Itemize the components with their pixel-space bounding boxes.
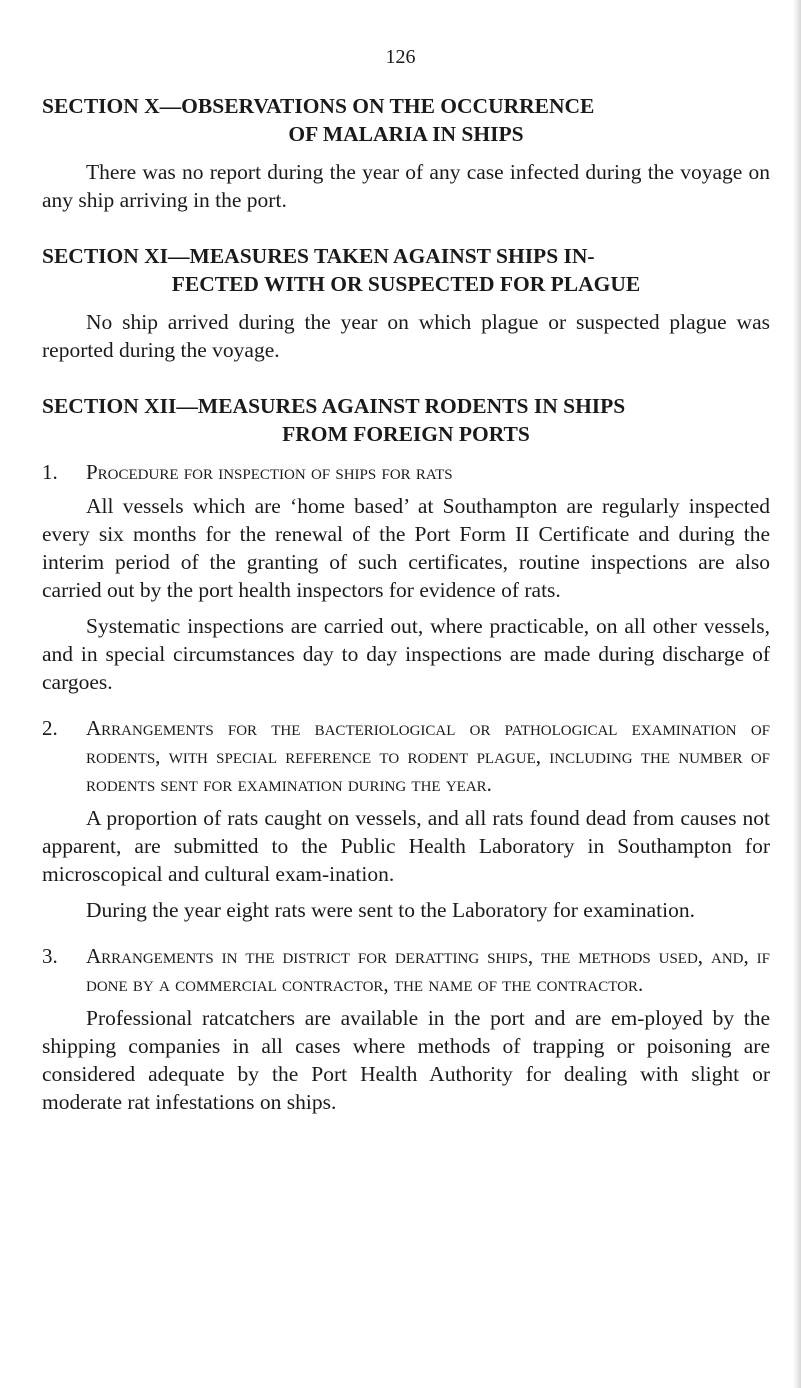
document-body	[42, 92, 770, 1116]
section-x-heading-line1: SECTION X—OBSERVATIONS ON THE OCCURRENCE	[42, 94, 595, 118]
section-xi	[42, 242, 770, 364]
section-xii	[42, 392, 770, 1116]
section-xi-heading-line2: FECTED WITH OR SUSPECTED FOR PLAGUE	[171, 272, 641, 296]
item-2-number: 2.	[42, 716, 58, 740]
section-xi-heading-line1: SECTION XI—MEASURES TAKEN AGAINST SHIPS IN-	[42, 244, 595, 268]
section-x-heading-line2: OF MALARIA IN SHIPS	[288, 122, 524, 146]
section-xii-heading-line2: FROM FOREIGN PORTS	[282, 422, 530, 446]
item-2-heading	[42, 714, 770, 798]
section-xi-body: No ship arrived during the year on which plague or suspected plague was reported during the voyage.	[42, 310, 770, 362]
section-xi-heading	[42, 242, 770, 298]
item-3-heading	[42, 942, 770, 998]
section-x-body: There was no report during the year of any case infected during the voyage on any ship arriving in the port.	[42, 160, 770, 212]
item-1-paragraph-2: Systematic inspections are carried out, where practicable, on all other vessels, and in special circumstances day to day inspections are made during discharge of cargoes.	[42, 614, 770, 694]
item-1-title: Procedure for inspection of ships for rats	[86, 460, 453, 484]
scan-edge-shadow	[793, 0, 801, 1388]
section-x-heading	[42, 92, 770, 148]
item-1-number: 1.	[42, 460, 58, 484]
item-2-title: Arrangements for the bacteriological or pathological examination of rodents, with special reference to rodent plague, including the number of rodents sent for examination during the year.	[86, 716, 770, 796]
item-1-paragraph-1: All vessels which are ‘home based’ at Southampton are regularly inspected every six months for the renewal of the Port Form II Certificate and during the interim period of the granting of such certificates, routine inspections are also carried out by the port health inspectors for evidence of rats.	[42, 494, 770, 602]
page-number: 126	[385, 46, 416, 68]
item-2-paragraph-2: During the year eight rats were sent to the Laboratory for examination.	[86, 898, 695, 922]
item-3-number: 3.	[42, 944, 58, 968]
section-xii-heading	[42, 392, 770, 448]
item-1-heading	[42, 458, 770, 486]
item-2-paragraph-1: A proportion of rats caught on vessels, and all rats found dead from causes not apparent, are submitted to the Public Health Laboratory in Southampton for microscopical and cultural exam-ination.	[42, 806, 770, 886]
item-3-title: Arrangements in the district for deratting ships, the methods used, and, if done by a commercial contractor, the name of the contractor.	[86, 944, 770, 996]
section-xii-heading-line1: SECTION XII—MEASURES AGAINST RODENTS IN SHIPS	[42, 394, 626, 418]
item-3-paragraph-1: Professional ratcatchers are available in the port and are em-ployed by the shipping companies in all cases where methods of trapping or poisoning are considered adequate by the Port Health Authority for dealing with slight or moderate rat infestations on ships.	[42, 1006, 770, 1114]
section-x	[42, 92, 770, 214]
